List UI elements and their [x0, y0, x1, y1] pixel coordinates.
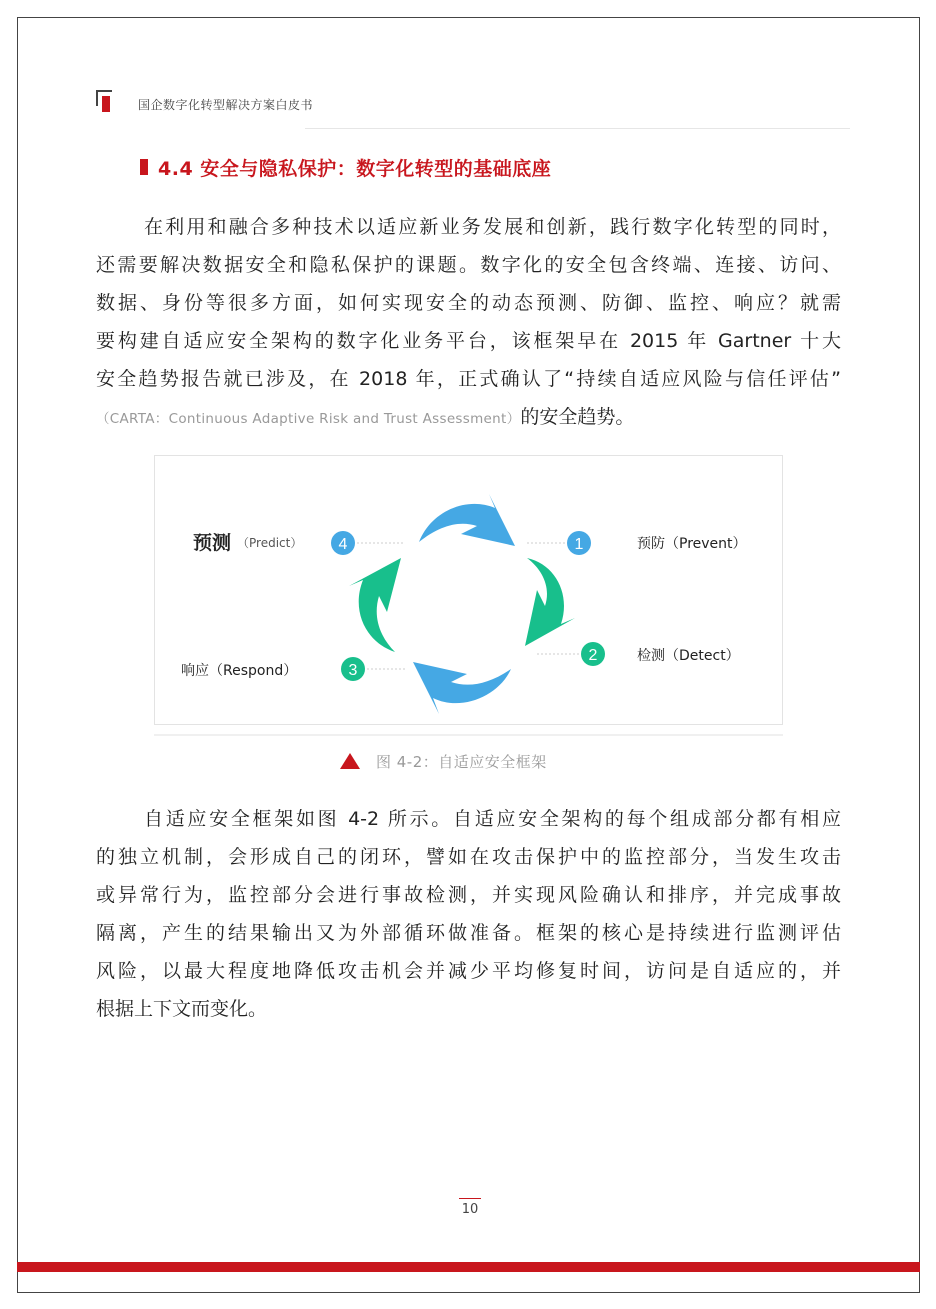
paragraph-line-last [96, 398, 841, 438]
paragraph-line: 隔离，产生的结果输出又为外部循环做准备。框架的核心是持续进行监测评估 [96, 922, 841, 944]
cycle-arrow-left [349, 558, 401, 652]
label-predict-sub: （Predict） [237, 536, 303, 550]
paragraph-tail: 的安全趋势。 [520, 406, 635, 428]
section-heading [140, 154, 551, 180]
step-3-number: 3 [348, 662, 358, 679]
paragraph-line: 的独立机制，会形成自己的闭环，譬如在攻击保护中的监控部分，当发生攻击 [96, 846, 841, 868]
figure-underline [154, 734, 783, 736]
page-number-rule [459, 1198, 481, 1199]
figure-caption-text: 图 4-2：自适应安全框架 [376, 752, 547, 771]
step-2-number: 2 [588, 647, 598, 664]
cycle-arrow-right [525, 558, 575, 646]
caption-triangle-icon [340, 753, 360, 769]
paragraph-framework [96, 800, 841, 1028]
label-respond: 响应（Respond） [181, 663, 298, 679]
label-detect: 检测（Detect） [637, 648, 740, 664]
paragraph-line-last: 根据上下文而变化。 [96, 998, 268, 1020]
paragraph-line: 安全趋势报告就已涉及，在 2018 年，正式确认了“持续自适应风险与信任评估” [96, 368, 841, 390]
cycle-arrow-top [419, 494, 515, 546]
paragraph-line: 数据、身份等很多方面，如何实现安全的动态预测、防御、监控、响应？就需 [96, 292, 841, 314]
paragraph-line: 风险，以最大程度地降低攻击机会并减少平均修复时间，访问是自适应的，并 [96, 960, 841, 982]
paragraph-line: 要构建自适应安全架构的数字化业务平台，该框架早在 2015 年 Gartner 十大 [96, 330, 841, 352]
paragraph-line: 还需要解决数据安全和隐私保护的课题。数字化的安全包含终端、连接、访问、 [96, 254, 841, 276]
paragraph-line: 或异常行为，监控部分会进行事故检测，并实现风险确认和排序，并完成事故 [96, 884, 841, 906]
paragraph-intro [96, 208, 841, 438]
cycle-diagram [155, 456, 784, 726]
header-doc-title: 国企数字化转型解决方案白皮书 [138, 98, 314, 112]
page-number: 10 [461, 1202, 479, 1217]
heading-marker-icon [140, 159, 148, 175]
paragraph-line: 自适应安全框架如图 4-2 所示。自适应安全架构的每个组成部分都有相应 [144, 808, 841, 830]
header-divider [305, 128, 850, 129]
step-1-number: 1 [574, 536, 584, 553]
step-4-number: 4 [338, 536, 348, 553]
label-predict: 预测 [193, 532, 232, 554]
label-prevent: 预防（Prevent） [637, 536, 747, 552]
figure-adaptive-security [154, 455, 783, 725]
carta-note: （CARTA：Continuous Adaptive Risk and Trust Assessment） [96, 411, 521, 427]
brand-logo-icon [96, 90, 114, 114]
figure-caption [340, 750, 547, 772]
section-heading-text: 4.4 安全与隐私保护：数字化转型的基础底座 [158, 157, 552, 180]
cycle-arrow-bottom [413, 662, 511, 714]
paragraph-line: 在利用和融合多种技术以适应新业务发展和创新，践行数字化转型的同时， [144, 216, 841, 238]
footer-bar [17, 1262, 920, 1272]
